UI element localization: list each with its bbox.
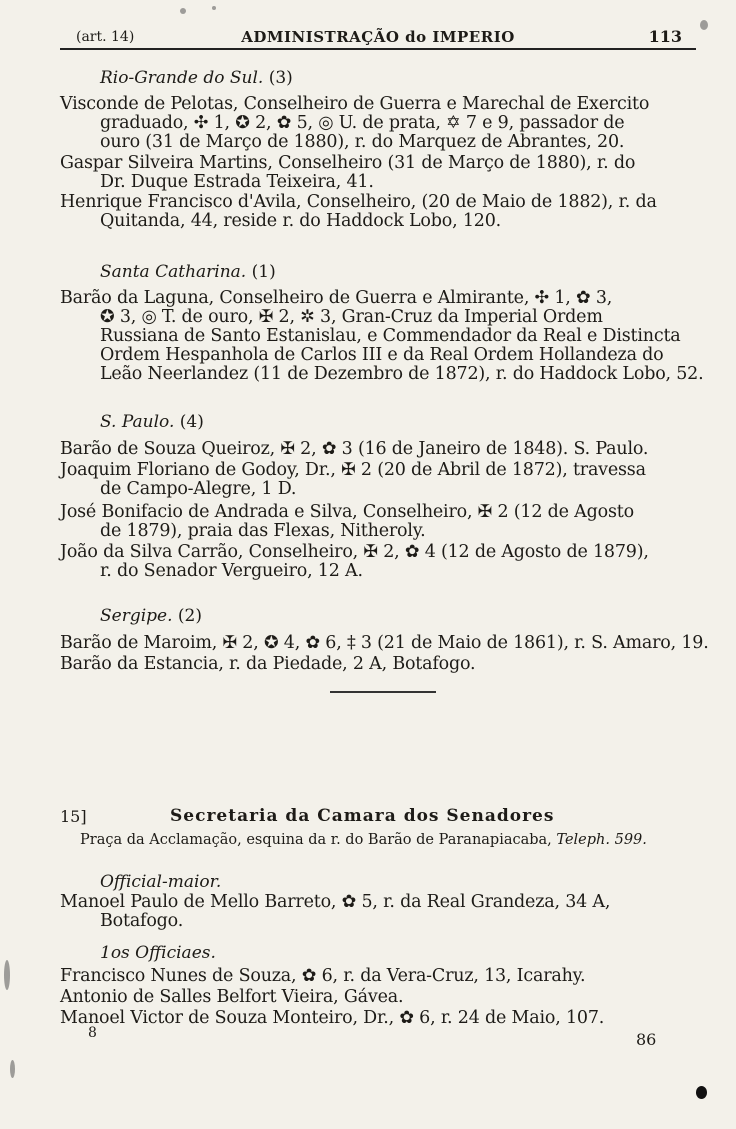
signature-mark: 8 (88, 1025, 97, 1041)
entry: Manoel Victor de Souza Monteiro, Dr., ✿ 6, r. 24 de Maio, 107. (60, 1008, 605, 1028)
entry: Barão de Souza Queiroz, ✠ 2, ✿ 3 (16 de Janeiro de 1848). S. Paulo. (60, 439, 649, 459)
section-title-sao-paulo: S. Paulo. (4) (100, 412, 204, 432)
print-speck (700, 20, 708, 30)
entry: José Bonifacio de Andrada e Silva, Conselheiro, ✠ 2 (12 de Agosto de 1879), praia das Flexas, Nitheroly. (60, 502, 634, 541)
entry: Barão de Maroim, ✠ 2, ✪ 4, ✿ 6, ‡ 3 (21 de Maio de 1861), r. S. Amaro, 19. (60, 633, 709, 653)
entry: Barão da Estancia, r. da Piedade, 2 A, Botafogo. (60, 654, 476, 674)
ink-blot (696, 1086, 707, 1099)
section-number: 15] (60, 807, 87, 826)
section-title-santa-catharina: Santa Catharina. (1) (100, 262, 276, 282)
section-title-sergipe: Sergipe. (2) (100, 606, 202, 626)
print-speck (212, 6, 216, 10)
entry: Barão da Laguna, Conselheiro de Guerra e Almirante, ✣ 1, ✿ 3, ✪ 3, ◎ T. de ouro, ✠ 2, ✲ 3, Gran-Cruz da Imperial Ordem Russiana de Santo Estanislau, e Commendador da Real e Distincta Ordem Hespanhola de Carlos III e da Real Ordem Hollandeza do Leão Neerlandez (11 de Dezembro de 1872), r. do Haddock Lobo, 52. (60, 288, 704, 384)
print-speck (10, 1060, 15, 1078)
entry: Manoel Paulo de Mello Barreto, ✿ 5, r. da Real Grandeza, 34 A, Botafogo. (60, 892, 611, 931)
footer-number: 86 (636, 1030, 657, 1049)
entry: Henrique Francisco d'Avila, Conselheiro, (20 de Maio de 1882), r. da Quitanda, 44, reside r. do Haddock Lobo, 120. (60, 192, 657, 231)
secretaria-address: Praça da Acclamação, esquina da r. do Barão de Paranapiacaba, Teleph. 599. (80, 832, 647, 848)
entry: João da Silva Carrão, Conselheiro, ✠ 2, ✿ 4 (12 de Agosto de 1879), r. do Senador Vergueiro, 12 A. (60, 542, 649, 581)
entry: Visconde de Pelotas, Conselheiro de Guerra e Marechal de Exercito graduado, ✣ 1, ✪ 2, ✿ 5, ◎ U. de prata, ✡ 7 e 9, passador de ouro (31 de Março de 1880), r. do Marquez de Abrantes, 20. (60, 94, 650, 152)
entry: Gaspar Silveira Martins, Conselheiro (31 de Março de 1880), r. do Dr. Duque Estrada Teixeira, 41. (60, 153, 636, 192)
print-speck (4, 960, 10, 990)
group-title-officiaes: 1os Officiaes. (100, 943, 216, 963)
entry: Joaquim Floriano de Godoy, Dr., ✠ 2 (20 de Abril de 1872), travessa de Campo-Alegre, 1 D. (60, 460, 646, 499)
header-page-number: 113 (648, 27, 682, 46)
print-speck (180, 8, 186, 14)
section-title-rio-grande: Rio-Grande do Sul. (3) (100, 68, 293, 88)
header-article: (art. 14) (76, 29, 135, 45)
header-title: ADMINISTRAÇÃO do IMPERIO (241, 28, 515, 46)
group-title-official-maior: Official-maior. (100, 872, 222, 892)
running-header (60, 26, 696, 50)
secretaria-heading: Secretaria da Camara dos Senadores (170, 806, 555, 826)
entry: Antonio de Salles Belfort Vieira, Gávea. (60, 987, 404, 1007)
section-divider (330, 691, 436, 693)
entry: Francisco Nunes de Souza, ✿ 6, r. da Vera-Cruz, 13, Icarahy. (60, 966, 586, 986)
